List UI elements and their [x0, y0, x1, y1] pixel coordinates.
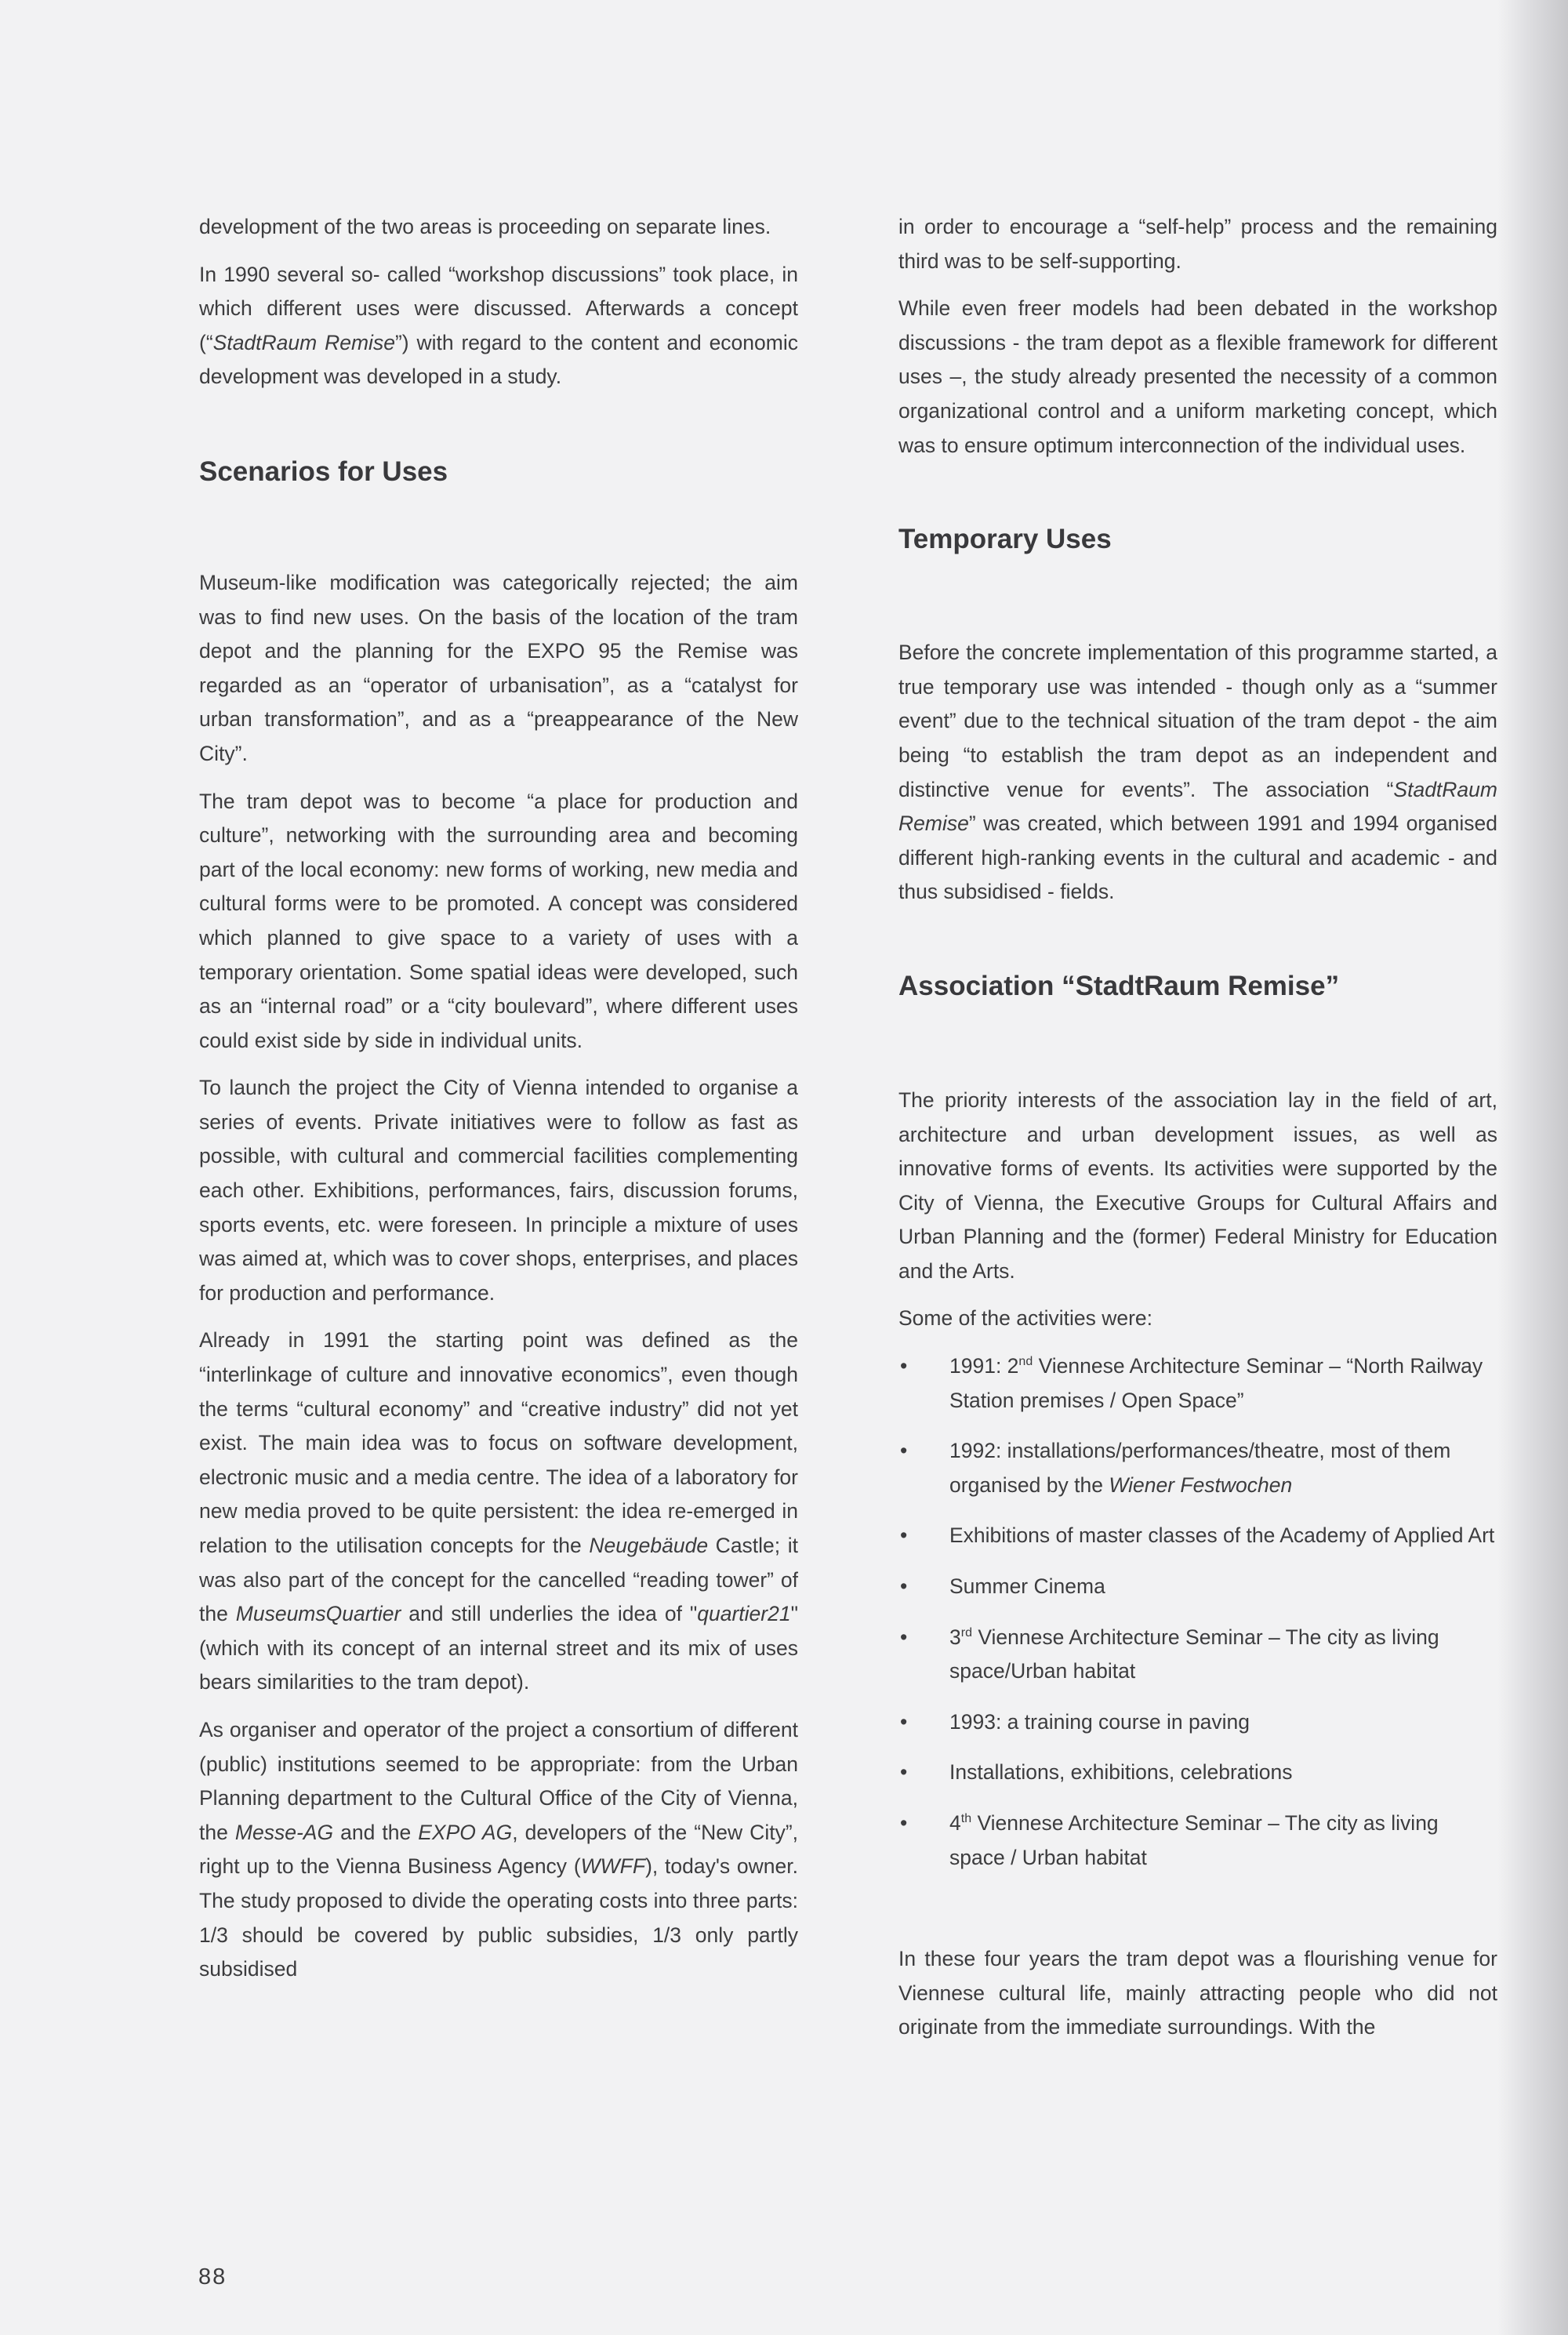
- page-number: 88: [198, 2264, 227, 2290]
- list-item: • 1993: a training course in paving: [898, 1705, 1497, 1740]
- bullet-icon: •: [900, 1760, 908, 1785]
- paragraph: Already in 1991 the starting point was defined as the “interlinkage of culture and innovative economics”, even though the terms “cultural economy” and “creative industry” did not yet exist. The main idea was to focus on software development, electronic music and a media centre. The idea of a laboratory for new media proved to be quite persistent: the idea re-emerged in relation to the utilisation concepts for the Neugebäude Castle; it was also part of the concept for the cancelled “reading tower” of the MuseumsQuartier and still underlies the idea of "quartier21" (which with its concept of an internal street and its mix of uses bears similarities to the tram depot).: [199, 1328, 799, 1694]
- list-item: • Exhibitions of master classes of the Academy of Applied Art: [898, 1519, 1497, 1553]
- paragraph: in order to encourage a “self-help” process and the remaining third was to be self-supporting.: [898, 215, 1497, 273]
- paragraph: Museum-like modification was categorically rejected; the aim was to find new uses. On the basis of the location of the tram depot and the planning for the EXPO 95 the Remise was regarded as an “operator of urbanisation”, as a “catalyst for urban transformation”, and as a “preappearance of the New City”.: [199, 570, 798, 765]
- paragraph: To launch the project the City of Vienna intended to organise a series of events. Private initiatives were to follow as fast as possible, with cultural and commercial facilities complementing each other. Exhibitions, performances, fairs, discussion forums, sports events, etc. were foreseen. In principle a mixture of uses was aimed at, which was to cover shops, enterprises, and places for production and performance.: [199, 1076, 798, 1305]
- bullet-icon: •: [900, 1709, 908, 1734]
- section-heading-temporary-uses: Temporary Uses: [898, 524, 1112, 555]
- list-item: • Summer Cinema: [898, 1570, 1497, 1604]
- list-item: • 3rd Viennese Architecture Seminar – The city as living space/Urban habitat: [898, 1621, 1497, 1689]
- list-item: • 4th Viennese Architecture Seminar – The city as living space / Urban habitat: [898, 1807, 1497, 1875]
- section-heading-scenarios: Scenarios for Uses: [199, 456, 448, 487]
- bullet-icon: •: [900, 1574, 908, 1599]
- section-heading-association: Association “StadtRaum Remise”: [898, 970, 1340, 1001]
- bullet-icon: •: [900, 1439, 908, 1463]
- bullet-icon: •: [900, 1354, 908, 1378]
- activities-list: [898, 1349, 1497, 1875]
- paragraph: As organiser and operator of the project a consortium of different (public) institutions seemed to be appropriate: from the Urban Planning department to the Cultural Office of the City of Vienna, the Messe-AG and the EXPO AG, developers of the “New City”, right up to the Vienna Business Agency (WWFF), today's owner. The study proposed to divide the operating costs into three parts: 1/3 should be covered by public subsidies, 1/3 only partly subsidised: [199, 1717, 799, 1981]
- bullet-icon: •: [900, 1523, 908, 1548]
- paragraph: The priority interests of the association lay in the field of art, architecture and urban development issues, as well as innovative forms of events. Its activities were supported by the City of Vienna, the Executive Groups for Cultural Affairs and Urban Planning and the (former) Federal Ministry for Education and the Arts.: [898, 1088, 1497, 1283]
- list-item: • 1991: 2nd Viennese Architecture Seminar – “North Railway Station premises / Open Space”: [898, 1349, 1497, 1418]
- list-item: • 1992: installations/performances/theatre, most of them organised by the Wiener Festwochen: [898, 1434, 1497, 1502]
- paragraph: Before the concrete implementation of this programme started, a true temporary use was intended - though only as a “summer event” due to the technical situation of the tram depot - the aim being “to establish the tram depot as an independent and distinctive venue for events”. The association “StadtRaum Remise” was created, which between 1991 and 1994 organised different high-ranking events in the cultural and academic - and thus subsidised - fields.: [898, 641, 1497, 904]
- paragraph: In 1990 several so- called “workshop discussions” took place, in which different uses were discussed. Afterwards a concept (“StadtRaum Remise”) with regard to the content and economic development was developed in a study.: [199, 262, 798, 389]
- right-column: [898, 210, 1497, 2058]
- list-item: • Installations, exhibitions, celebrations: [898, 1756, 1497, 1790]
- paragraph: While even freer models had been debated in the workshop discussions - the tram depot as a flexible framework for different uses –, the study already presented the necessity of a common organizational control and a uniform marketing concept, which was to ensure optimum interconnection of the individual uses.: [898, 296, 1497, 457]
- page-edge-shadow: [1497, 0, 1568, 2335]
- paragraph: development of the two areas is proceeding on separate lines.: [199, 215, 771, 238]
- left-column: [199, 210, 798, 2000]
- paragraph: In these four years the tram depot was a flourishing venue for Viennese cultural life, mainly attracting people who did not originate from the immediate surroundings. With the: [898, 1947, 1497, 2039]
- paragraph: Some of the activities were:: [898, 1306, 1153, 1331]
- paragraph: The tram depot was to become “a place for production and culture”, networking with the surrounding area and becoming part of the local economy: new forms of working, new media and cultural forms were to be promoted. A concept was considered which planned to give space to a variety of uses with a temporary orientation. Some spatial ideas were developed, such as an “internal road” or a “city boulevard”, where different uses could exist side by side in individual units.: [199, 789, 798, 1052]
- bullet-icon: •: [900, 1625, 908, 1649]
- bullet-icon: •: [900, 1811, 908, 1835]
